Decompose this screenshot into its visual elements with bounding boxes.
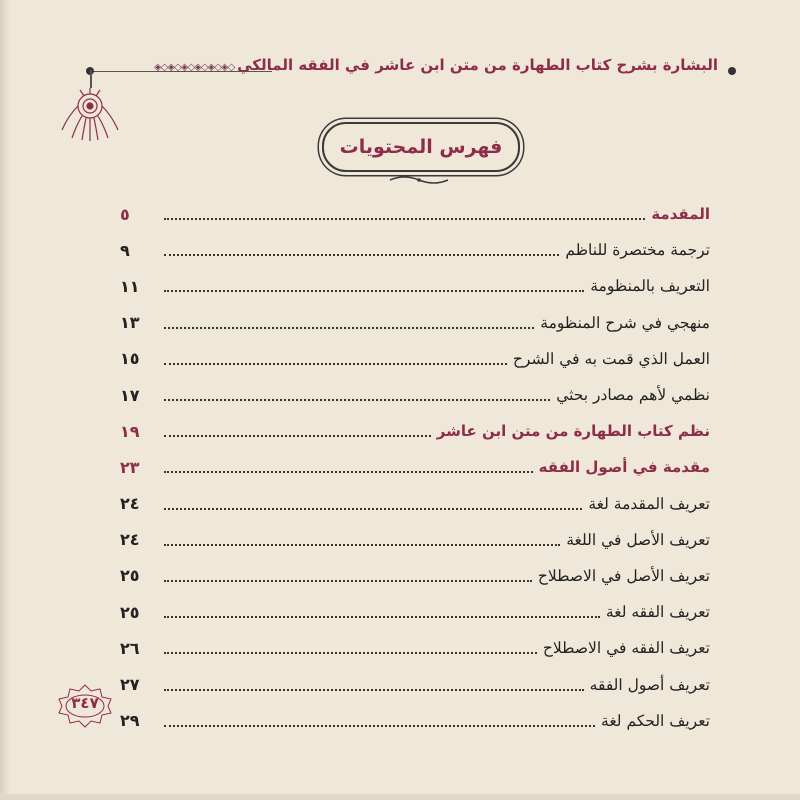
toc-entry [120, 594, 710, 630]
toc-entry [120, 377, 710, 413]
toc-leader-dots [164, 616, 600, 618]
page-bottom-edge [0, 794, 800, 800]
page-edge [0, 0, 10, 800]
toc-leader-dots [164, 725, 595, 727]
toc-leader-dots [164, 363, 507, 365]
toc-entry [120, 449, 710, 485]
toc-entry [120, 196, 710, 232]
toc-entry [120, 522, 710, 558]
toc-entry-page: ٢٧ [120, 675, 140, 695]
toc-entry-page: ١٥ [120, 349, 140, 369]
toc-entry-page: ١١ [120, 276, 140, 296]
toc-list [120, 196, 710, 739]
toc-entry-page: ٢٦ [120, 638, 140, 658]
toc-entry-page: ٩ [120, 240, 130, 260]
toc-leader-dots [164, 580, 532, 582]
toc-leader-dots [164, 290, 584, 292]
toc-entry-page: ٢٤ [120, 494, 140, 514]
toc-entry-title: منهجي في شرح المنظومة [540, 313, 710, 332]
toc-entry-title: تعريف الحكم لغة [601, 711, 710, 730]
toc-entry-page: ٢٤ [120, 530, 140, 550]
toc-leader-dots [164, 652, 537, 654]
toc-entry-title: ترجمة مختصرة للناظم [565, 241, 710, 260]
toc-entry [120, 558, 710, 594]
toc-entry [120, 305, 710, 341]
toc-entry-page: ١٣ [120, 313, 140, 333]
toc-entry-title: تعريف الفقه في الاصطلاح [542, 639, 710, 658]
toc-entry-title: التعريف بالمنظومة [590, 277, 710, 296]
running-header [90, 56, 742, 82]
toc-entry-title: العمل الذي قمت به في الشرح [512, 349, 710, 368]
header-dot-right [728, 67, 736, 75]
toc-entry-page: ١٧ [120, 385, 140, 405]
page-number: ٣٤٧ [71, 694, 99, 712]
toc-leader-dots [164, 471, 533, 473]
toc-leader-dots [164, 689, 584, 691]
toc-entry [120, 268, 710, 304]
toc-title: فهرس المحتويات [339, 136, 503, 158]
running-header-title: البشارة بشرح كتاب الطهارة من متن ابن عاشر في الفقه المالكي [237, 56, 718, 74]
toc-leader-dots [164, 254, 559, 256]
toc-leader-dots [164, 435, 431, 437]
toc-entry [120, 486, 710, 522]
toc-entry-title: نظمي لأهم مصادر بحثي [556, 386, 710, 405]
toc-title-frame [322, 122, 520, 172]
toc-entry [120, 666, 710, 702]
toc-entry-title: المقدمة [651, 205, 710, 224]
chain-ornament-icon: ◇◈◇◈◇◈◇◈◇◈◇◈ [154, 62, 235, 73]
toc-entry-title: تعريف الأصل في اللغة [566, 530, 710, 549]
toc-entry-title: تعريف المقدمة لغة [588, 494, 710, 513]
toc-leader-dots [164, 399, 550, 401]
toc-entry-title: تعريف الأصل في الاصطلاح [537, 566, 710, 585]
toc-entry-page: ٢٥ [120, 602, 140, 622]
toc-entry [120, 630, 710, 666]
floral-ornament-icon [60, 86, 120, 142]
toc-entry [120, 341, 710, 377]
toc-entry-page: ١٩ [120, 421, 140, 441]
toc-leader-dots [164, 544, 560, 546]
toc-entry [120, 413, 710, 449]
toc-leader-dots [164, 327, 534, 329]
toc-entry-title: مقدمة في أصول الفقه [538, 458, 710, 477]
toc-entry-title: تعريف أصول الفقه [589, 675, 710, 694]
toc-entry [120, 703, 710, 739]
toc-entry-page: ٢٣ [120, 457, 140, 477]
toc-entry [120, 232, 710, 268]
toc-leader-dots [164, 508, 582, 510]
swirl-ornament-icon [388, 174, 450, 186]
toc-leader-dots [164, 218, 645, 220]
toc-entry-title: نظم كتاب الطهارة من متن ابن عاشر [436, 422, 710, 441]
toc-entry-page: ٢٥ [120, 566, 140, 586]
toc-entry-page: ٥ [120, 204, 130, 224]
toc-entry-title: تعريف الفقه لغة [605, 603, 710, 622]
toc-entry-page: ٢٩ [120, 711, 140, 731]
